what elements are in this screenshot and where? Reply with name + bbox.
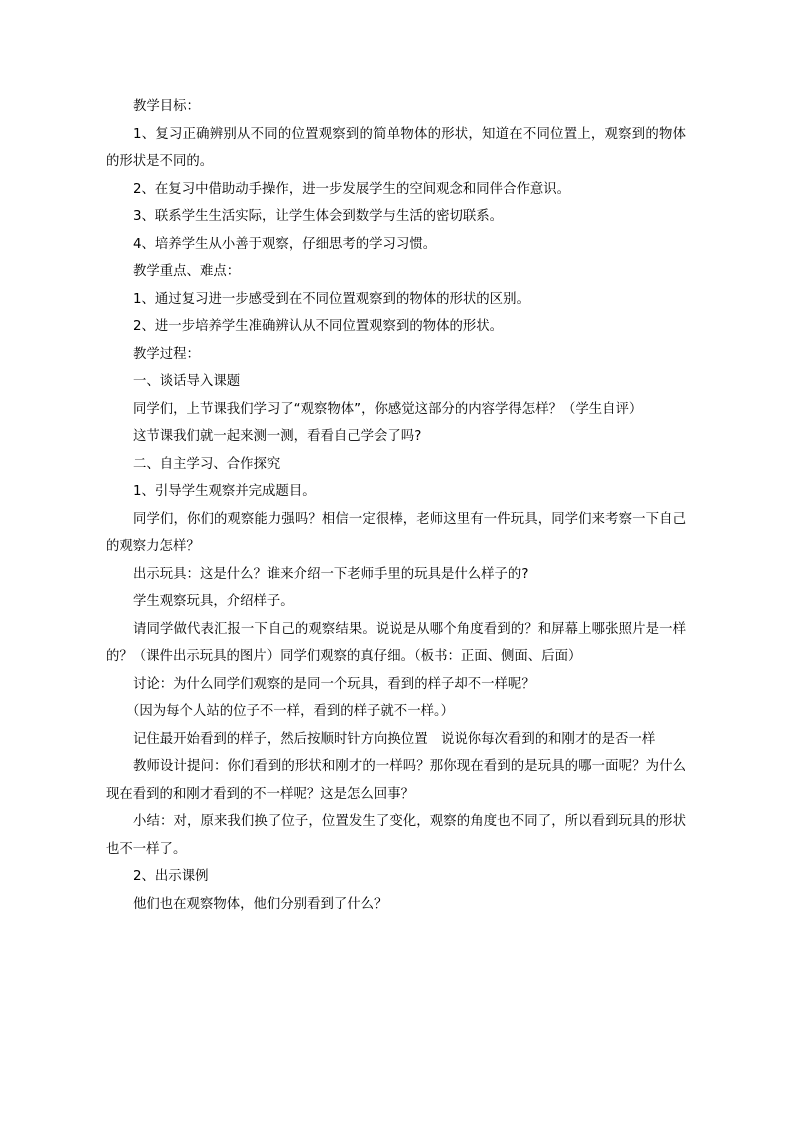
process-paragraph: 记住最开始看到的样子，然后按顺时针方向换位置 说说你每次看到的和刚才的是否一样 [133, 731, 656, 747]
process-paragraph: 请同学做代表汇报一下自己的观察结果。说说是从哪个角度看到的？和屏幕上哪张照片是一样的？（课件出示玩具的图片）同学们观察的真仔细。（板书：正面、侧面、后面） [106, 621, 686, 664]
process-paragraph: 出示玩具：这是什么？谁来介绍一下老师手里的玩具是什么样子的? [133, 566, 529, 582]
process-paragraph: 小结：对，原来我们换了位子，位置发生了变化，观察的角度也不同了，所以看到玩具的形状也不一样了。 [106, 814, 686, 857]
process-paragraph: 这节课我们就一起来测一测，看看自己学会了吗? [133, 429, 422, 444]
process-paragraph: 同学们，你们的观察能力强吗？相信一定很棒，老师这里有一件玩具，同学们来考察一下自己的观察力怎样？ [106, 511, 686, 554]
key-point-item-2: 2、进一步培养学生准确辨认从不同位置观察到的物体的形状。 [133, 319, 504, 334]
objective-item-4: 4、培养学生从小善于观察，仔细思考的学习习惯。 [133, 236, 437, 252]
process-subheading: 1、引导学生观察并完成题目。 [133, 484, 316, 499]
process-paragraph: 他们也在观察物体，他们分别看到了什么？ [133, 896, 388, 912]
key-point-item-1: 1、通过复习进一步感受到在不同位置观察到的物体的形状的区别。 [133, 291, 530, 307]
process-step-1-heading: 一、谈话导入课题 [133, 374, 241, 389]
process-paragraph: 学生观察玩具，介绍样子。 [133, 594, 294, 609]
objective-item-2: 2、在复习中借助动手操作，进一步发展学生的空间观念和同伴合作意识。 [133, 181, 571, 197]
document-body [106, 93, 686, 918]
objective-item-1: 1、复习正确辨别从不同的位置观察到的简单物体的形状，知道在不同位置上，观察到的物体的形状是不同的。 [106, 126, 686, 169]
process-subheading: 2、出示课例 [133, 869, 209, 884]
process-paragraph: （因为每个人站的位子不一样，看到的样子就不一样。） [126, 704, 455, 719]
process-paragraph: 教师设计提问：你们看到的形状和刚才的一样吗？那你现在看到的是玩具的哪一面呢？为什么现在看到的和刚才看到的不一样呢？这是怎么回事？ [106, 759, 686, 802]
objective-item-3: 3、联系学生生活实际，让学生体会到数学与生活的密切联系。 [133, 209, 504, 224]
process-paragraph: 讨论：为什么同学们观察的是同一个玩具，看到的样子却不一样呢？ [133, 676, 535, 692]
process-step-2-heading: 二、自主学习、合作探究 [133, 456, 281, 472]
section-heading-key-points: 教学重点、难点： [133, 264, 241, 279]
section-heading-objectives: 教学目标： [133, 99, 200, 114]
section-heading-process: 教学过程： [133, 346, 200, 362]
process-paragraph: 同学们，上节课我们学习了“观察物体”，你感觉这部分的内容学得怎样？（学生自评） [133, 401, 643, 417]
